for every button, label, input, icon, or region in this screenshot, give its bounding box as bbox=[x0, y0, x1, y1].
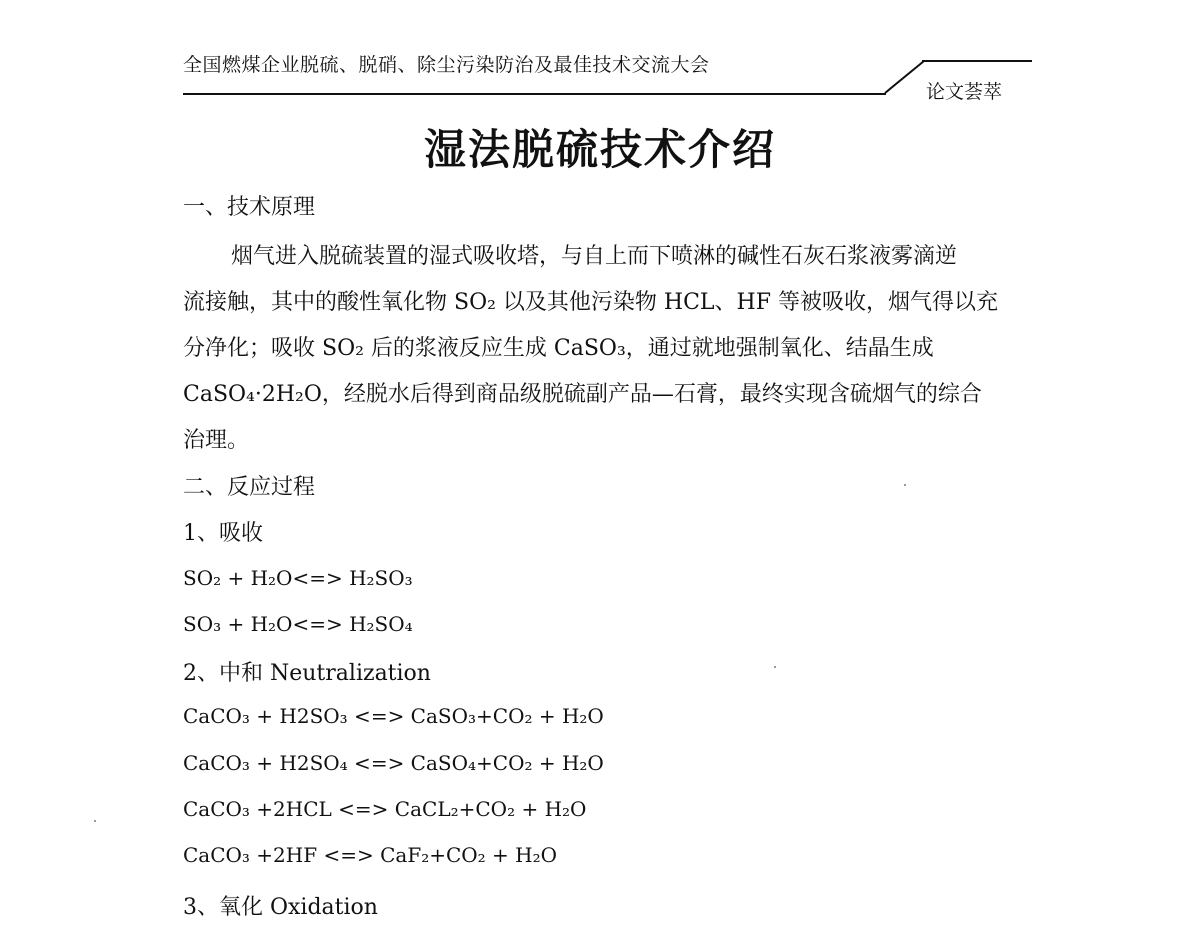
neutralization-heading: 2、中和 Neutralization bbox=[183, 661, 431, 686]
equation: SO₃ + H₂O<=> H₂SO₄ bbox=[183, 612, 413, 636]
scan-speck bbox=[774, 666, 776, 668]
page-title: 湿法脱硫技术介绍 bbox=[423, 125, 776, 174]
header-rule-right bbox=[922, 60, 1032, 62]
header-rule bbox=[183, 93, 886, 95]
paragraph-line: 治理。 bbox=[183, 428, 250, 453]
scan-speck bbox=[94, 820, 96, 822]
principle-heading: 一、技术原理 bbox=[183, 195, 316, 220]
paragraph-line: CaSO₄·2H₂O，经脱水后得到商品级脱硫副产品—石膏，最终实现含硫烟气的综合 bbox=[183, 382, 982, 407]
reaction-heading: 二、反应过程 bbox=[183, 475, 316, 500]
header-slant-line bbox=[884, 60, 926, 94]
principle-paragraph bbox=[183, 234, 1035, 464]
equation: CaCO₃ +2HF <=> CaF₂+CO₂ + H₂O bbox=[183, 843, 558, 867]
oxidation-heading: 3、氧化 Oxidation bbox=[183, 895, 378, 920]
absorption-heading: 1、吸收 bbox=[183, 521, 263, 546]
section-tag: 论文荟萃 bbox=[926, 81, 1003, 103]
scan-speck bbox=[904, 484, 906, 486]
paragraph-line: 分净化；吸收 SO₂ 后的浆液反应生成 CaSO₃，通过就地强制氧化、结晶生成 bbox=[183, 336, 934, 361]
equation: CaCO₃ + H2SO₄ <=> CaSO₄+CO₂ + H₂O bbox=[183, 751, 604, 775]
equation: CaCO₃ + H2SO₃ <=> CaSO₃+CO₂ + H₂O bbox=[183, 704, 604, 728]
paragraph-line: 流接触，其中的酸性氧化物 SO₂ 以及其他污染物 HCL、HF 等被吸收，烟气得以充 bbox=[183, 290, 998, 315]
paragraph-line: 烟气进入脱硫装置的湿式吸收塔，与自上而下喷淋的碱性石灰石浆液雾滴逆 bbox=[231, 244, 958, 269]
equation: CaCO₃ +2HCL <=> CaCL₂+CO₂ + H₂O bbox=[183, 797, 587, 821]
equation: SO₂ + H₂O<=> H₂SO₃ bbox=[183, 566, 413, 590]
conference-header: 全国燃煤企业脱硫、脱硝、除尘污染防治及最佳技术交流大会 bbox=[183, 54, 710, 76]
